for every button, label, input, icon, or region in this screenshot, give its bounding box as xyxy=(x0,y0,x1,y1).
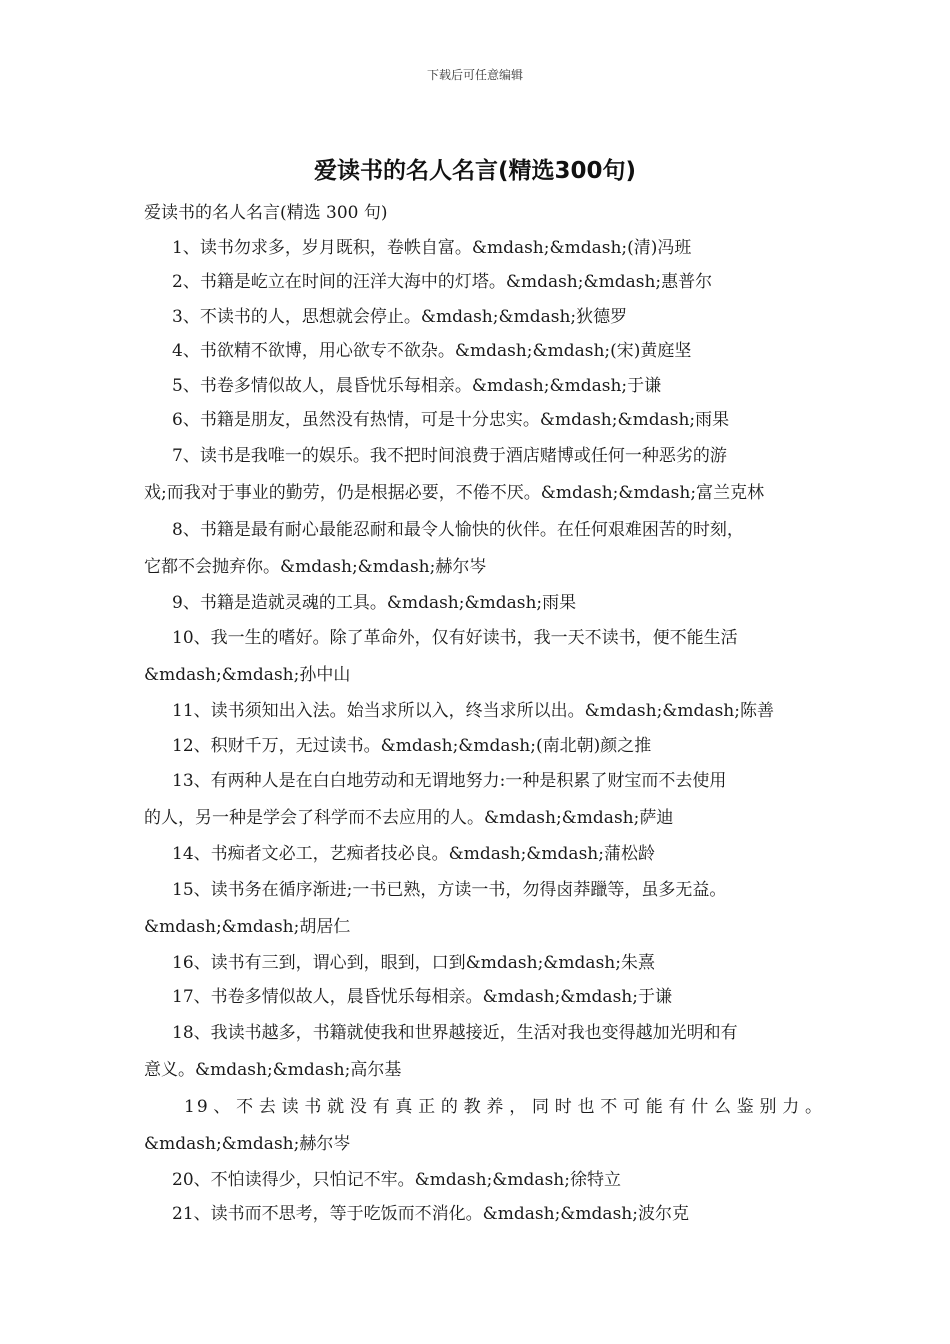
quote-continuation: 的人，另一种是学会了科学而不去应用的人。&mdash;&mdash;萨迪 xyxy=(144,808,674,828)
quote-line: 13、有两种人是在白白地劳动和无谓地努力:一种是积累了财宝而不去使用 xyxy=(172,771,727,791)
quote-line: 14、书痴者文必工，艺痴者技必良。&mdash;&mdash;蒲松龄 xyxy=(172,844,655,864)
quote-line: 3、不读书的人，思想就会停止。&mdash;&mdash;狄德罗 xyxy=(172,306,628,327)
quote-continuation: 意义。&mdash;&mdash;高尔基 xyxy=(144,1059,402,1080)
quote-line: 1、读书勿求多，岁月既积，卷帙自富。&mdash;&mdash;(清)冯班 xyxy=(172,237,692,258)
quote-line: 15、读书务在循序渐进;一书已熟，方读一书，勿得卤莽躐等，虽多无益。 xyxy=(172,879,727,900)
quote-line: 4、书欲精不欲博，用心欲专不欲杂。&mdash;&mdash;(宋)黄庭坚 xyxy=(172,341,692,361)
quote-continuation: &mdash;&mdash;胡居仁 xyxy=(144,916,351,937)
page-header: 下载后可任意编辑 xyxy=(426,68,523,82)
quote-line: 16、读书有三到，谓心到，眼到，口到&mdash;&mdash;朱熹 xyxy=(172,952,655,973)
quote-line: 10、我一生的嗜好。除了革命外，仅有好读书，我一天不读书，便不能生活 xyxy=(172,628,738,648)
quote-line: 19、不去读书就没有真正的教养，同时也不可能有什么鉴别力。 xyxy=(184,1096,824,1117)
quote-line: 21、读书而不思考，等于吃饭而不消化。&mdash;&mdash;波尔克 xyxy=(172,1204,689,1224)
quote-line: 8、书籍是最有耐心最能忍耐和最令人愉快的伙伴。在任何艰难困苦的时刻， xyxy=(172,519,744,540)
quote-continuation: 戏;而我对于事业的勤劳，仍是根据必要，不倦不厌。&mdash;&mdash;富兰克林 xyxy=(144,482,765,503)
quote-line: 6、书籍是朋友，虽然没有热情，可是十分忠实。&mdash;&mdash;雨果 xyxy=(172,410,730,430)
quote-line: 20、不怕读得少，只怕记不牢。&mdash;&mdash;徐特立 xyxy=(172,1169,621,1190)
quote-line: 5、书卷多情似故人，晨昏忧乐每相亲。&mdash;&mdash;于谦 xyxy=(172,375,662,396)
subtitle-line: 爱读书的名人名言(精选 300 句) xyxy=(144,203,388,223)
quote-line: 2、书籍是屹立在时间的汪洋大海中的灯塔。&mdash;&mdash;惠普尔 xyxy=(172,272,713,292)
quote-continuation: 它都不会抛弃你。&mdash;&mdash;赫尔岑 xyxy=(144,556,487,577)
quote-line: 12、积财千万，无过读书。&mdash;&mdash;(南北朝)颜之推 xyxy=(172,735,652,756)
quote-line: 17、书卷多情似故人，晨昏忧乐每相亲。&mdash;&mdash;于谦 xyxy=(172,987,672,1007)
quote-continuation: &mdash;&mdash;孙中山 xyxy=(144,665,351,685)
page-title: 爱读书的名人名言(精选300句) xyxy=(313,158,637,184)
quote-line: 11、读书须知出入法。始当求所以入，终当求所以出。&mdash;&mdash;陈善 xyxy=(172,701,774,721)
quote-line: 7、读书是我唯一的娱乐。我不把时间浪费于酒店赌博或任何一种恶劣的游 xyxy=(172,445,727,466)
document-body xyxy=(144,196,824,1232)
quote-line: 9、书籍是造就灵魂的工具。&mdash;&mdash;雨果 xyxy=(172,592,577,613)
quote-line: 18、我读书越多，书籍就使我和世界越接近，生活对我也变得越加光明和有 xyxy=(172,1022,738,1043)
quote-continuation: &mdash;&mdash;赫尔岑 xyxy=(144,1133,351,1154)
